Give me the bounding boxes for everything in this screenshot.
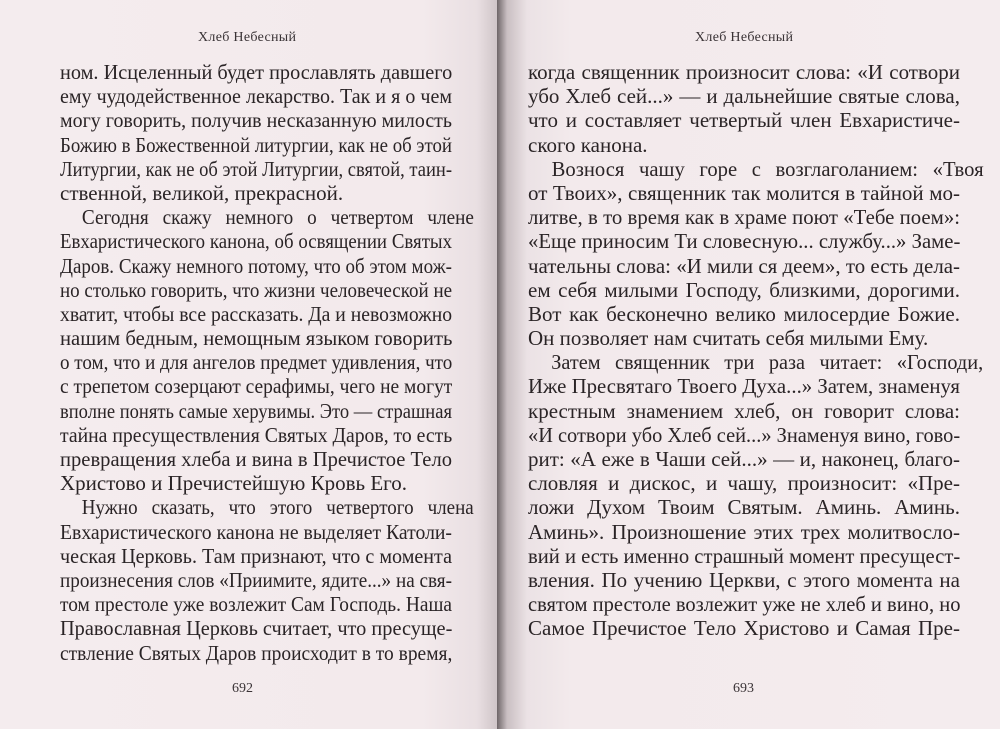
text-line: словляя и дискос, и чашу, произносит: «Пре-: [528, 471, 960, 496]
text-line: Сегодня скажу немного о четвертом члене: [81, 205, 474, 230]
text-line: Затем священник три раза читает: «Господи,: [551, 350, 984, 375]
text-line: Даров. Скажу немного потому, что об этом мож-: [60, 253, 452, 278]
text-line: чательны слова: «И мили ся деем», то есть дела-: [528, 253, 960, 278]
text-line: ского канона.: [528, 132, 648, 157]
text-line: Нужно сказать, что этого четвертого члена: [81, 495, 474, 520]
text-line: Божию в Божественной литургии, как не об этой: [60, 132, 452, 157]
text-line: убо Хлеб сей...» — и дальнейшие святые слова,: [528, 84, 960, 109]
text-line: Христово и Пречистейшую Кровь Его.: [60, 471, 407, 496]
text-line: Литургии, как не об этой Литургии, святой, таин-: [60, 156, 452, 181]
text-line: о том, что и для ангелов предмет удивления, что: [60, 350, 453, 375]
running-header: Хлеб Небесный: [695, 30, 794, 45]
text-line: Вознося чашу горе с возглаголанием: «Твоя: [551, 156, 984, 181]
left-page: [0, 0, 497, 729]
text-line: вления. По учению Церкви, с этого момента на: [528, 567, 960, 592]
text-line: могу говорить, получив несказанную милость: [60, 108, 452, 133]
text-line: том престоле уже возлежит Сам Господь. Наша: [60, 592, 452, 617]
text-line: Он позволяет нам считать себя милыми Ему.: [528, 326, 929, 351]
text-line: ческая Церковь. Там признают, что с момента: [60, 543, 452, 568]
text-line: ствление Святых Даров происходит в то время,: [60, 640, 453, 665]
text-line: вий и есть именно страшный момент пресущест-: [528, 543, 961, 568]
text-line: святом престоле возлежит уже не хлеб и вино, но: [528, 592, 961, 617]
text-line: когда священник произносит слова: «И сотвори: [528, 60, 960, 84]
page-number: 693: [733, 681, 754, 696]
text-line: что и составляет четвертый член Евхаристиче-: [528, 108, 960, 133]
text-line: тайна пресуществления Святых Даров, то есть: [60, 422, 453, 447]
text-line: произнесения слов «Приимите, ядите...» на свя-: [60, 567, 452, 592]
text-line: Аминь». Произношение этих трех молитвосло-: [528, 519, 960, 544]
page-body: [60, 60, 474, 665]
text-line: Вот как бесконечно велико милосердие Божие.: [528, 301, 960, 326]
right-page: [497, 0, 1000, 729]
text-line: Иже Пресвятаго Твоего Духа...» Затем, знаменуя: [528, 374, 960, 399]
text-line: «И сотвори убо Хлеб сей...» Знаменуя вино, гово-: [528, 422, 961, 447]
text-line: Самое Пречистое Тело Христово и Самая Пре-: [528, 616, 960, 641]
text-line: превращения хлеба и вина в Пречистое Тело: [60, 447, 452, 471]
text-line: нашим бедным, немощным языком говорить: [60, 326, 453, 351]
text-line: ложи Духом Твоим Святым. Аминь. Аминь.: [528, 495, 960, 520]
text-line: Евхаристического канона, об освящении Святых: [60, 229, 452, 254]
text-line: Евхаристического канона не выделяет Католи-: [60, 519, 452, 544]
text-line: ем себя милыми Господу, близкими, дорогими.: [528, 277, 960, 302]
text-line: Православная Церковь считает, что пресуще-: [60, 616, 453, 641]
text-line: ственной, великой, прекрасной.: [60, 180, 344, 205]
text-line: хватит, чтобы все рассказать. Да и невозможно: [60, 301, 453, 326]
text-line: ном. Исцеленный будет прославлять давшего: [60, 60, 453, 84]
text-line: ему чудодейственное лекарство. Так и я о чем: [60, 84, 452, 109]
text-line: «Еще приносим Ти словесную... службу...» Заме-: [528, 229, 961, 254]
text-line: литве, в то время как в храме поют «Тебе поем»:: [528, 205, 960, 230]
page-number: 692: [232, 681, 253, 696]
text-line: рит: «А еже в Чаши сей...» — и, наконец, благо-: [528, 447, 960, 471]
text-line: крестным знамением хлеб, он говорит слова:: [528, 398, 960, 423]
text-line: вполне понять самые херувимы. Это — страшная: [60, 398, 452, 423]
text-line: от Твоих», священник так молится в тайной мо-: [528, 180, 960, 205]
page-body: [528, 60, 984, 641]
running-header: Хлеб Небесный: [198, 30, 297, 45]
text-line: но столько говорить, что жизни человеческой не: [60, 277, 453, 302]
text-line: с трепетом созерцают серафимы, чего не могут: [60, 374, 453, 399]
